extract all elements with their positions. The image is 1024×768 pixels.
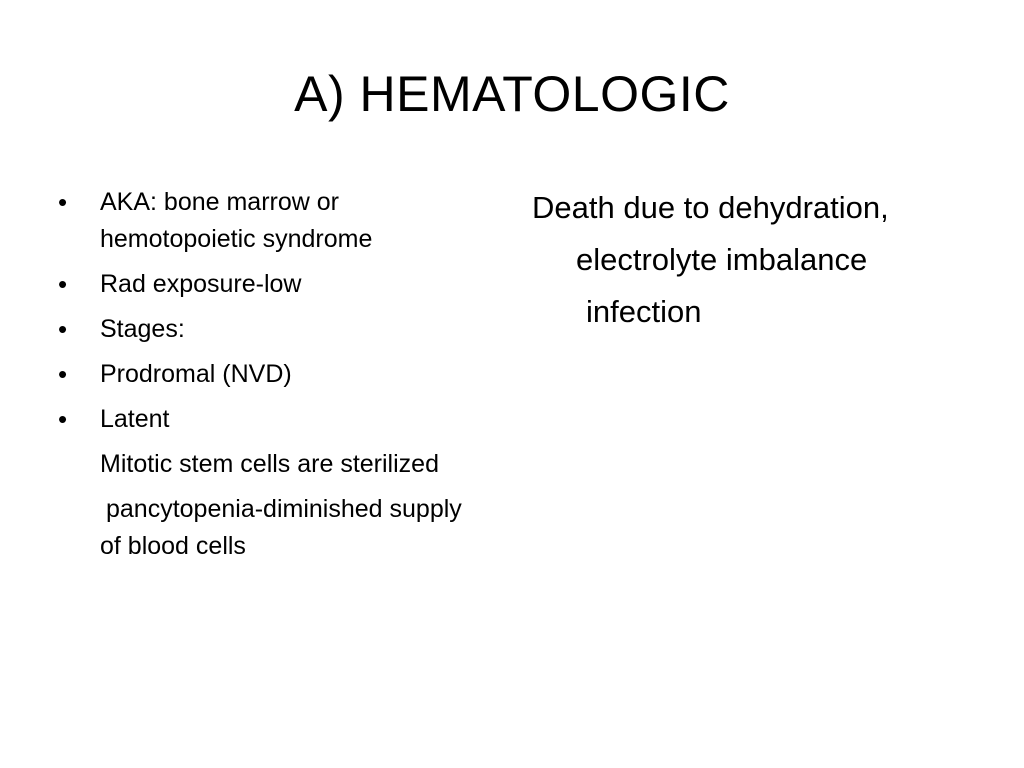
list-item-text: Prodromal (NVD) bbox=[100, 360, 292, 388]
bullet-list bbox=[56, 184, 476, 565]
left-content bbox=[56, 184, 476, 573]
right-text-line: electrolyte imbalance bbox=[576, 242, 868, 277]
right-text-line: infection bbox=[586, 294, 702, 329]
list-item bbox=[56, 266, 476, 303]
list-item-text: Rad exposure-low bbox=[100, 270, 302, 298]
list-item bbox=[56, 356, 476, 393]
right-content bbox=[532, 182, 992, 338]
list-item-text: Mitotic stem cells are sterilized bbox=[100, 450, 439, 478]
list-item-continuation bbox=[56, 446, 476, 483]
list-item-text: pancytopenia-diminished supply of blood cells bbox=[100, 495, 462, 560]
right-text-line: Death due to dehydration, bbox=[532, 190, 889, 225]
list-item-text: Stages: bbox=[100, 315, 185, 343]
list-item-text: Latent bbox=[100, 405, 170, 433]
list-item bbox=[56, 184, 476, 258]
list-item bbox=[56, 311, 476, 348]
list-item bbox=[56, 401, 476, 438]
list-item-continuation bbox=[56, 491, 476, 565]
list-item-text: AKA: bone marrow or hemotopoietic syndrome bbox=[100, 188, 373, 253]
slide-title: A) HEMATOLOGIC bbox=[294, 66, 730, 122]
